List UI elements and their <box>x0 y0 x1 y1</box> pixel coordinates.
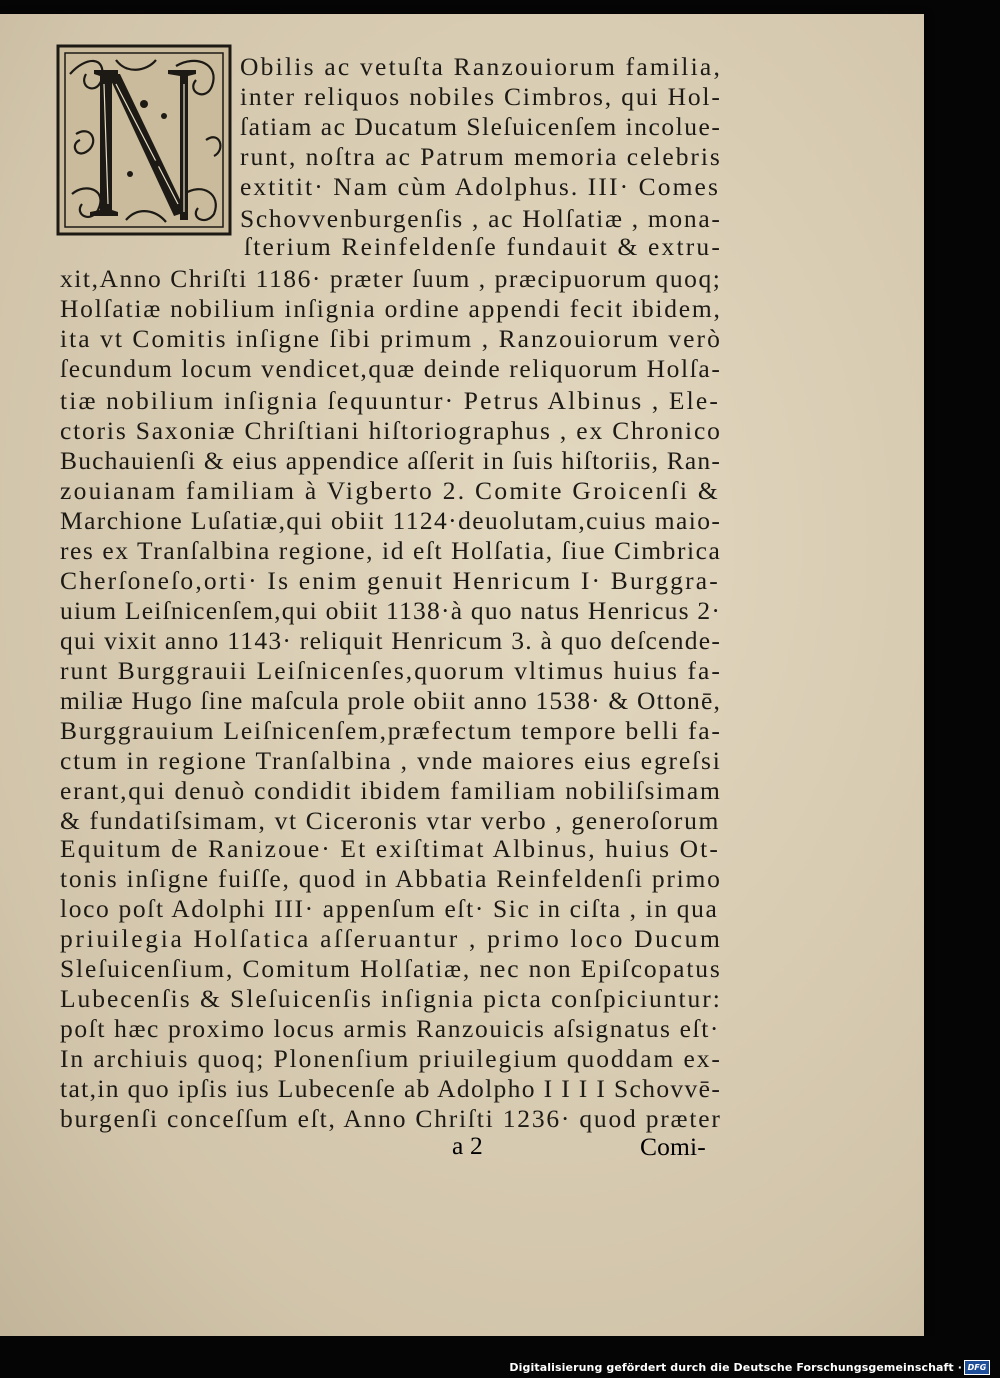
text-line: tiæ nobilium inſignia ſequuntur· Petrus Albinus , Ele- <box>60 386 720 415</box>
text-line: xit,Anno Chriſti 1186· præter ſuum , præcipuorum quoq; <box>60 264 722 293</box>
text-line: runt Burggrauii Leiſnicenſes,quorum vltimus huius fa- <box>60 656 722 685</box>
text-line: ſterium Reinfeldenſe fundauit & extru- <box>244 232 723 261</box>
text-line: Schovvenburgenſis , ac Holſatiæ , mona- <box>240 204 722 233</box>
text-line: zouianam familiam à Vigberto 2. Comite Groicenſi & <box>60 476 720 505</box>
text-line: erant,qui denuò condidit ibidem familiam nobiliſsimam <box>60 776 722 805</box>
text-line: ctoris Saxoniæ Chriſtiani hiſtoriographus , ex Chronico <box>60 416 722 445</box>
text-line: ſecundum locum vendicet,quæ deinde reliquorum Holſa- <box>60 354 722 383</box>
text-line: Obilis ac vetuſta Ranzouiorum familia, <box>240 52 723 81</box>
signature-mark: a 2 <box>452 1131 483 1160</box>
text-line: & fundatiſsimam, vt Ciceronis vtar verbo , generoſorum <box>60 806 720 835</box>
text-line: Burggrauium Leiſnicenſem,præfectum tempore belli fa- <box>60 716 722 745</box>
text-line: uium Leiſnicenſem,qui obiit 1138·à quo natus Henricus 2· <box>60 596 722 625</box>
text-line: poſt hæc proximo locus armis Ranzouicis aſsignatus eſt· <box>60 1014 720 1043</box>
text-line: Cherſoneſo,orti· Is enim genuit Henricum I· Burggra- <box>60 566 720 595</box>
text-line: tonis inſigne fuiſſe, quod in Abbatia Reinfeldenſi primo <box>60 864 722 893</box>
text-line: ſatiam ac Ducatum Sleſuicenſem incolue- <box>240 112 722 141</box>
dfg-logo-icon: DFG <box>964 1360 990 1375</box>
text-line: In archiuis quoq; Plonenſium priuilegium quoddam ex- <box>60 1044 722 1073</box>
text-line: runt, noſtra ac Patrum memoria celebris <box>240 142 722 171</box>
text-line: Marchione Luſatiæ,qui obiit 1124·deuolutam,cuius maio- <box>60 506 722 535</box>
footer-bar <box>0 1336 1000 1378</box>
text-line: ctum in regione Tranſalbina , vnde maiores eius egreſsi <box>60 746 722 775</box>
text-line: inter reliquos nobiles Cimbros, qui Hol- <box>240 82 722 111</box>
text-line: tat,in quo ipſis ius Lubecenſe ab Adolpho I I I I Schovvē- <box>60 1074 722 1103</box>
text-line: loco poſt Adolphi III· appenſum eſt· Sic in ciſta , in qua <box>60 894 719 923</box>
text-line: Buchauienſi & eius appendice aſſerit in ſuis hiſtoriis, Ran- <box>60 446 722 475</box>
text-line: Lubecenſis & Sleſuicenſis inſignia picta conſpiciuntur: <box>60 984 722 1013</box>
text-line: Holſatiæ nobilium inſignia ordine appendi fecit ibidem, <box>60 294 722 323</box>
text-line: burgenſi conceſſum eſt, Anno Chriſti 1236· quod præter <box>60 1104 722 1133</box>
text-line: ita vt Comitis inſigne ſibi primum , Ranzouiorum verò <box>60 324 722 353</box>
text-line: priuilegia Holſatica aſſeruantur , primo loco Ducum <box>60 924 723 953</box>
text-line: res ex Tranſalbina regione, id eſt Holſatia, ſiue Cimbrica <box>60 536 722 565</box>
catchword: Comi- <box>640 1132 706 1161</box>
funding-credit: Digitalisierung gefördert durch die Deutsche Forschungsgemeinschaft · <box>509 1361 962 1374</box>
text-line: qui vixit anno 1143· reliquit Henricum 3. à quo deſcende- <box>60 626 722 655</box>
text-line: extitit· Nam cùm Adolphus. III· Comes <box>240 172 720 201</box>
book-page <box>0 14 924 1336</box>
text-line: Sleſuicenſium, Comitum Holſatiæ, nec non Epiſcopatus <box>60 954 722 983</box>
text-line: Equitum de Ranizoue· Et exiſtimat Albinus, huius Ot- <box>60 834 720 863</box>
text-line: miliæ Hugo ſine maſcula prole obiit anno 1538· & Ottonē, <box>60 686 722 715</box>
